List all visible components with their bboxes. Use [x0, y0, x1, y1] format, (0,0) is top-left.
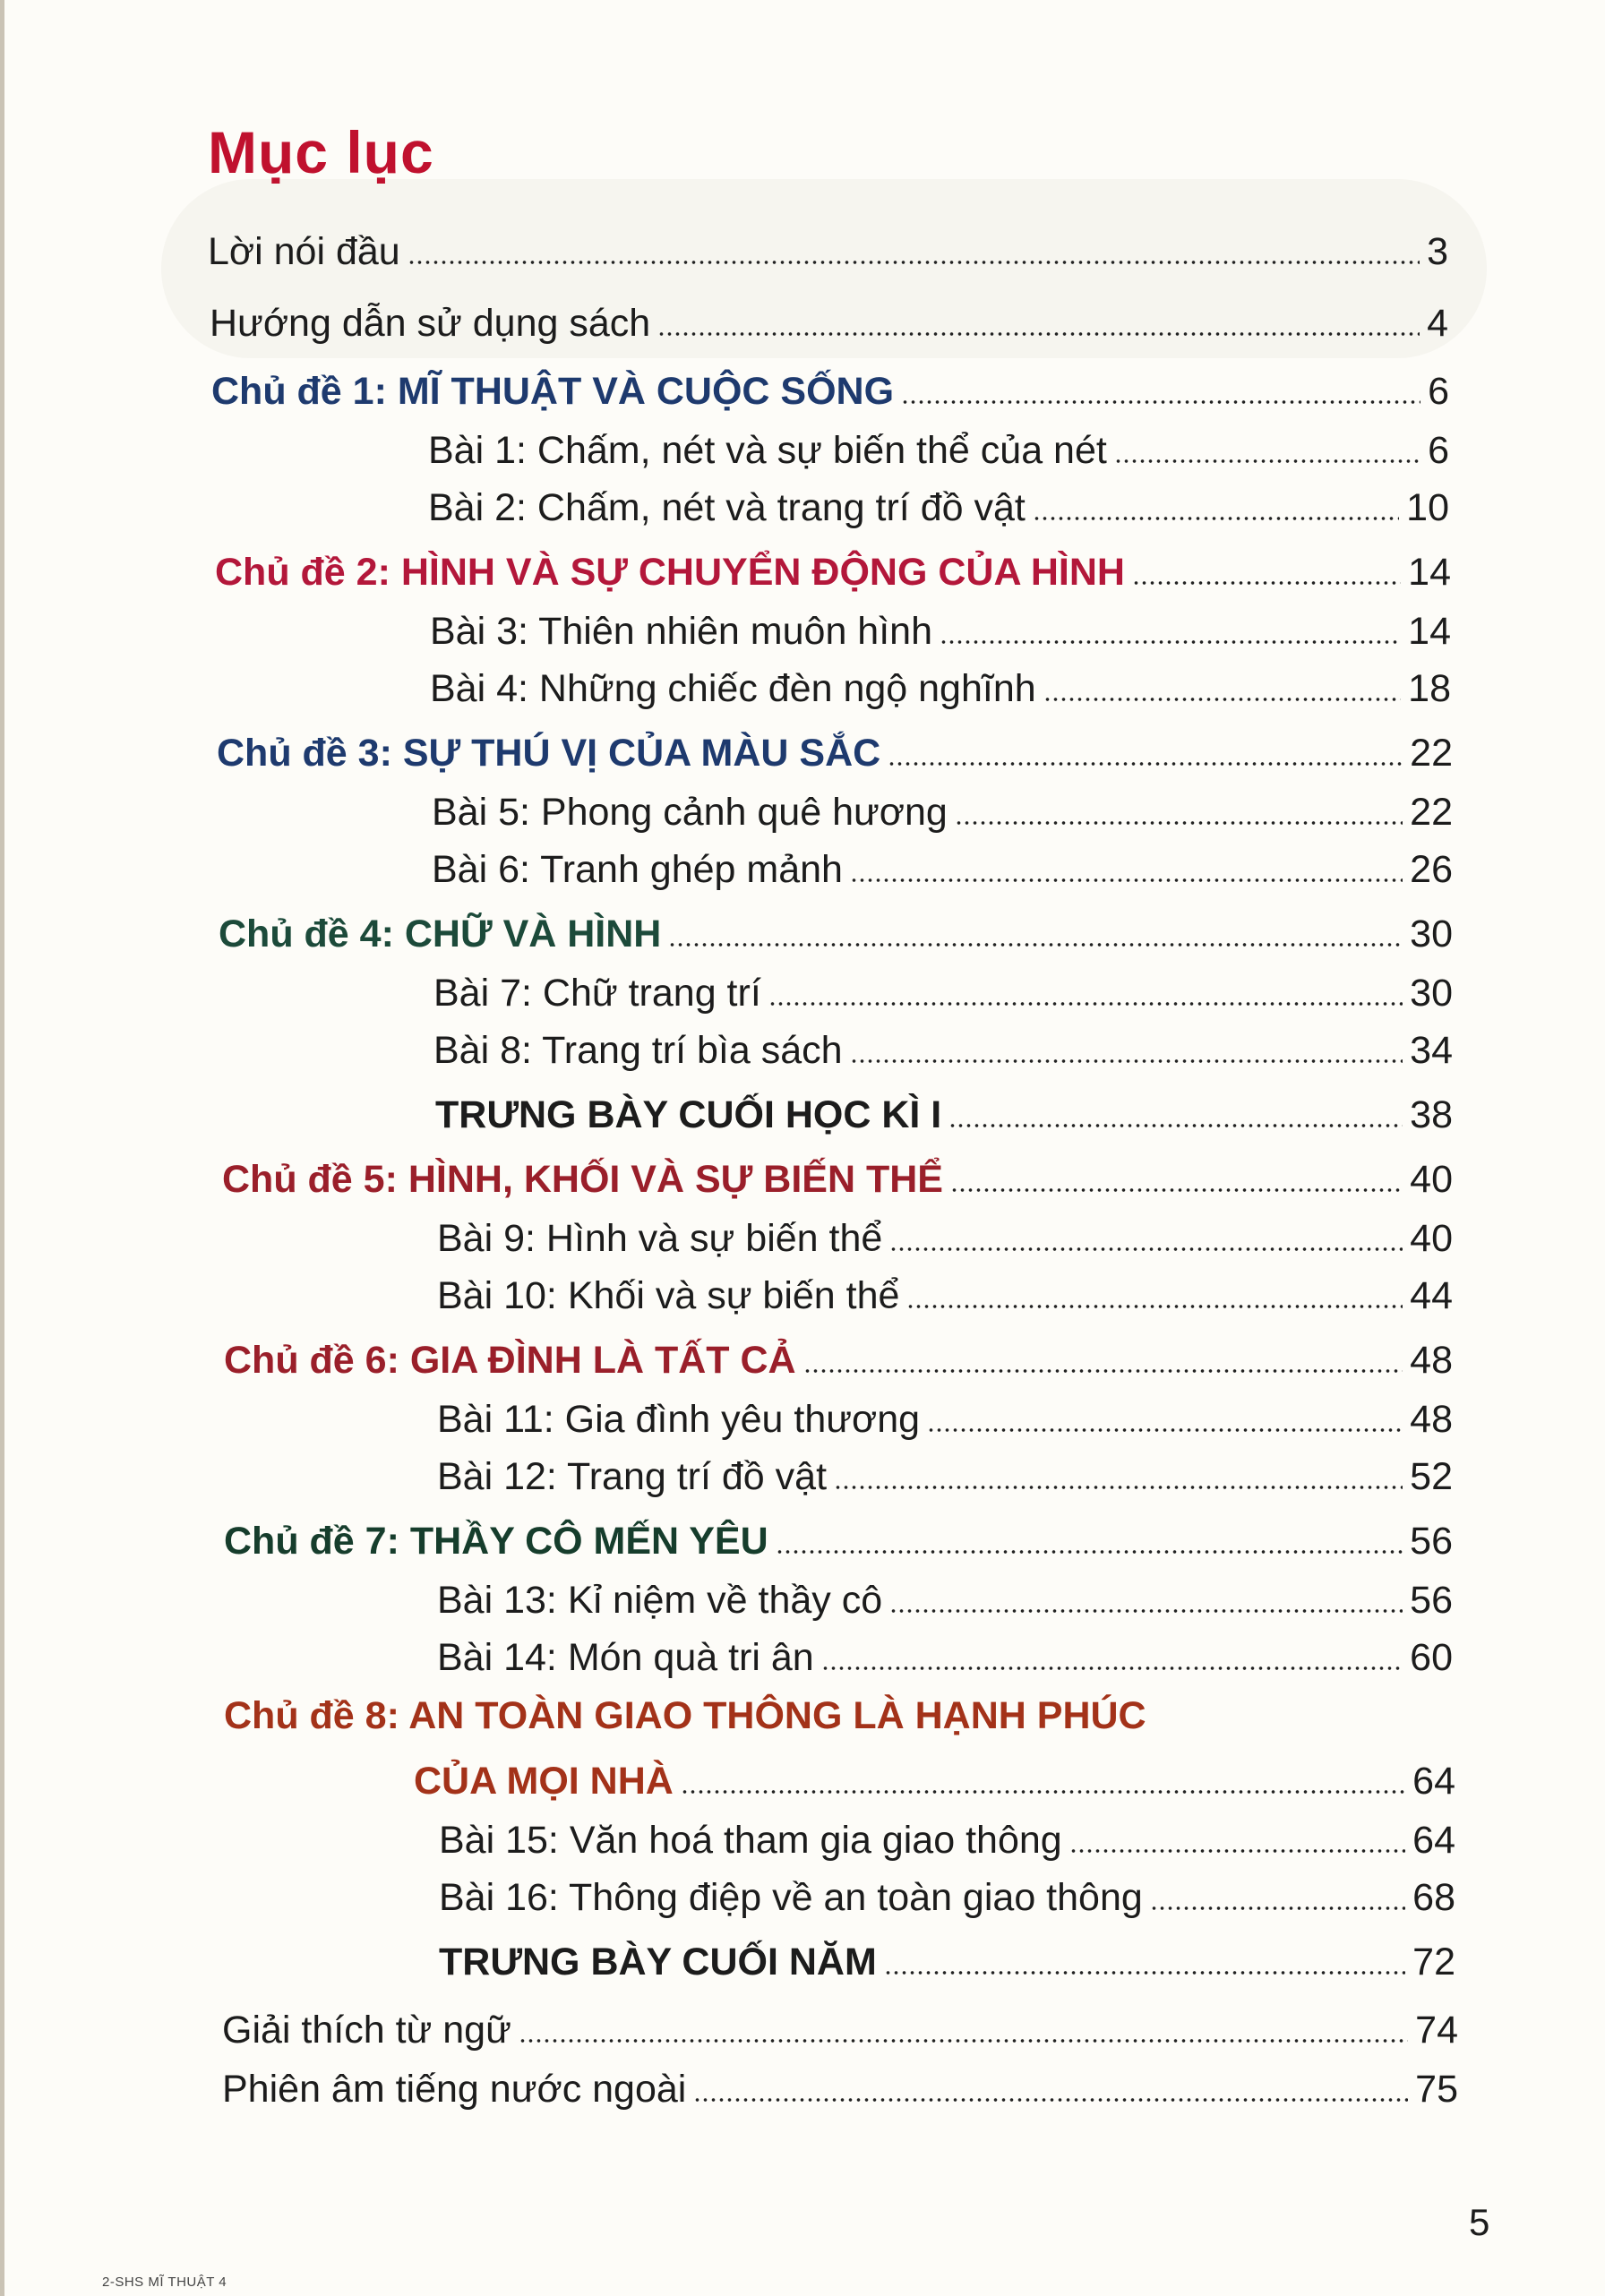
dot-leader [821, 1666, 1403, 1671]
topic-label: Chủ đề 1: MĨ THUẬT VÀ CUỘC SỐNG [211, 370, 895, 413]
dot-leader [768, 1001, 1403, 1007]
lesson-page: 52 [1410, 1455, 1453, 1498]
topic-page: 14 [1408, 551, 1451, 594]
toc-lesson-1[interactable] [428, 423, 1449, 473]
toc-topic-4[interactable] [219, 906, 1453, 956]
lesson-page: 68 [1412, 1876, 1455, 1919]
dot-leader [888, 761, 1403, 767]
toc-entry-page: 74 [1415, 2009, 1458, 2052]
dot-leader [1043, 697, 1401, 702]
lesson-label: Bài 12: Trang trí đồ vật [437, 1455, 828, 1498]
topic-label: Chủ đề 3: SỰ THÚ VỊ CỦA MÀU SẮC [217, 732, 881, 775]
dot-leader [776, 1549, 1403, 1555]
dot-leader [519, 2038, 1408, 2043]
footer-label: 2-SHS MĨ THUẬT 4 [102, 2275, 227, 2290]
dot-leader [1069, 1848, 1405, 1854]
toc-entry-page: 4 [1427, 302, 1448, 345]
lesson-page: 48 [1410, 1398, 1453, 1441]
toc-topic-7[interactable] [224, 1513, 1453, 1564]
dot-leader [1150, 1906, 1405, 1911]
page-binding-edge [0, 0, 4, 2296]
lesson-label: Bài 13: Kỉ niệm về thầy cô [437, 1579, 883, 1622]
exhibition-label: TRƯNG BÀY CUỐI HỌC KÌ I [435, 1093, 942, 1136]
lesson-label: Bài 2: Chấm, nét và trang trí đồ vật [428, 486, 1026, 529]
topic-page: 22 [1410, 732, 1453, 775]
lesson-page: 14 [1408, 610, 1451, 653]
topic-page: 40 [1410, 1158, 1453, 1201]
dot-leader [681, 1789, 1405, 1795]
toc-lesson-15[interactable] [439, 1812, 1455, 1863]
lesson-page: 30 [1410, 972, 1453, 1015]
toc-exhibition-term1[interactable] [435, 1087, 1453, 1137]
toc-lesson-9[interactable] [437, 1211, 1453, 1261]
lesson-page: 40 [1410, 1217, 1453, 1260]
toc-lesson-11[interactable] [437, 1392, 1453, 1442]
toc-entry-page: 75 [1415, 2068, 1458, 2111]
dot-leader [901, 399, 1420, 405]
toc-lesson-14[interactable] [437, 1630, 1453, 1680]
toc-lesson-7[interactable] [433, 965, 1453, 1015]
topic-page: 6 [1428, 370, 1449, 413]
toc-lesson-2[interactable] [428, 480, 1449, 530]
toc-topic-5[interactable] [222, 1152, 1453, 1202]
toc-topic-3[interactable] [217, 725, 1453, 775]
toc-lesson-5[interactable] [432, 784, 1453, 835]
dot-leader [889, 1608, 1403, 1614]
toc-lesson-13[interactable] [437, 1572, 1453, 1623]
page-title: Mục lục [208, 119, 434, 185]
toc-lesson-16[interactable] [439, 1870, 1455, 1920]
lesson-page: 22 [1410, 791, 1453, 834]
dot-leader [850, 878, 1403, 883]
toc-entry-pronunciation[interactable] [222, 2061, 1458, 2112]
toc-lesson-8[interactable] [433, 1023, 1453, 1073]
dot-leader [884, 1970, 1405, 1975]
lesson-label: Bài 4: Những chiếc đèn ngộ nghĩnh [430, 667, 1036, 710]
dot-leader [1114, 458, 1420, 464]
lesson-page: 56 [1410, 1579, 1453, 1622]
lesson-label: Bài 8: Trang trí bìa sách [433, 1029, 843, 1072]
lesson-page: 6 [1428, 429, 1449, 472]
lesson-label: Bài 3: Thiên nhiên muôn hình [430, 610, 932, 653]
topic-page: 48 [1410, 1339, 1453, 1382]
dot-leader [906, 1304, 1403, 1309]
lesson-label: Bài 9: Hình và sự biến thể [437, 1217, 883, 1260]
toc-entry-preface[interactable] [208, 224, 1448, 274]
lesson-label: Bài 1: Chấm, nét và sự biến thể của nét [428, 429, 1107, 472]
dot-leader [927, 1427, 1403, 1433]
lesson-label: Bài 16: Thông điệp về an toàn giao thông [439, 1876, 1143, 1919]
dot-leader [803, 1368, 1403, 1374]
exhibition-page: 38 [1410, 1093, 1453, 1136]
dot-leader [408, 260, 1420, 265]
lesson-page: 64 [1412, 1819, 1455, 1862]
dot-leader [657, 331, 1420, 337]
toc-topic-2[interactable] [215, 544, 1451, 595]
dot-leader [834, 1485, 1403, 1490]
topic-label: Chủ đề 4: CHỮ VÀ HÌNH [219, 912, 662, 955]
toc-topic-8[interactable] [414, 1753, 1455, 1803]
lesson-page: 34 [1410, 1029, 1453, 1072]
toc-topic-6[interactable] [224, 1332, 1453, 1383]
lesson-page: 44 [1410, 1274, 1453, 1317]
lesson-label: Bài 5: Phong cảnh quê hương [432, 791, 948, 834]
dot-leader [1132, 580, 1401, 586]
topic-page: 56 [1410, 1520, 1453, 1563]
lesson-page: 18 [1408, 667, 1451, 710]
lesson-label: Bài 7: Chữ trang trí [433, 972, 761, 1015]
toc-lesson-4[interactable] [430, 661, 1451, 711]
topic-page: 64 [1412, 1760, 1455, 1803]
toc-exhibition-final[interactable] [439, 1934, 1455, 1984]
dot-leader [1033, 516, 1399, 521]
lesson-label: Bài 14: Món quà tri ân [437, 1636, 814, 1679]
page-number: 5 [1469, 2201, 1490, 2243]
toc-entry-page: 3 [1427, 230, 1448, 273]
lesson-label: Bài 6: Tranh ghép mảnh [432, 848, 843, 891]
dot-leader [940, 639, 1401, 645]
topic-label: Chủ đề 6: GIA ĐÌNH LÀ TẤT CẢ [224, 1339, 796, 1382]
toc-lesson-3[interactable] [430, 604, 1451, 654]
dot-leader [948, 1123, 1403, 1128]
lesson-page: 26 [1410, 848, 1453, 891]
dot-leader [850, 1058, 1403, 1064]
toc-entry-label: Giải thích từ ngữ [222, 2009, 511, 2052]
topic-label: Chủ đề 7: THẦY CÔ MẾN YÊU [224, 1520, 768, 1563]
toc-lesson-12[interactable] [437, 1449, 1453, 1499]
dot-leader [955, 820, 1403, 826]
exhibition-label: TRƯNG BÀY CUỐI NĂM [439, 1940, 877, 1983]
toc-entry-label: Phiên âm tiếng nước ngoài [222, 2068, 687, 2111]
lesson-page: 60 [1410, 1636, 1453, 1679]
dot-leader [693, 2097, 1408, 2103]
toc-lesson-6[interactable] [432, 842, 1453, 892]
toc-entry-guide[interactable] [210, 296, 1448, 346]
topic-page: 30 [1410, 912, 1453, 955]
lesson-page: 10 [1406, 486, 1449, 529]
toc-entry-label: Hướng dẫn sử dụng sách [210, 302, 651, 345]
dot-leader [668, 942, 1403, 947]
toc-entry-glossary[interactable] [222, 2002, 1458, 2052]
dot-leader [950, 1187, 1403, 1193]
topic-label: Chủ đề 5: HÌNH, KHỐI VÀ SỰ BIẾN THỂ [222, 1158, 943, 1201]
lesson-label: Bài 10: Khối và sự biến thể [437, 1274, 900, 1317]
toc-topic-8-line1[interactable]: Chủ đề 8: AN TOÀN GIAO THÔNG LÀ HẠNH PHÚC [224, 1694, 1146, 1737]
toc-topic-1[interactable] [211, 364, 1449, 414]
toc-entry-label: Lời nói đầu [208, 230, 400, 273]
topic-label: CỦA MỌI NHÀ [414, 1760, 674, 1803]
lesson-label: Bài 11: Gia đình yêu thương [437, 1398, 921, 1441]
exhibition-page: 72 [1412, 1940, 1455, 1983]
lesson-label: Bài 15: Văn hoá tham gia giao thông [439, 1819, 1062, 1862]
toc-lesson-10[interactable] [437, 1268, 1453, 1318]
topic-label: Chủ đề 2: HÌNH VÀ SỰ CHUYỂN ĐỘNG CỦA HÌNH [215, 551, 1125, 594]
dot-leader [889, 1247, 1403, 1252]
